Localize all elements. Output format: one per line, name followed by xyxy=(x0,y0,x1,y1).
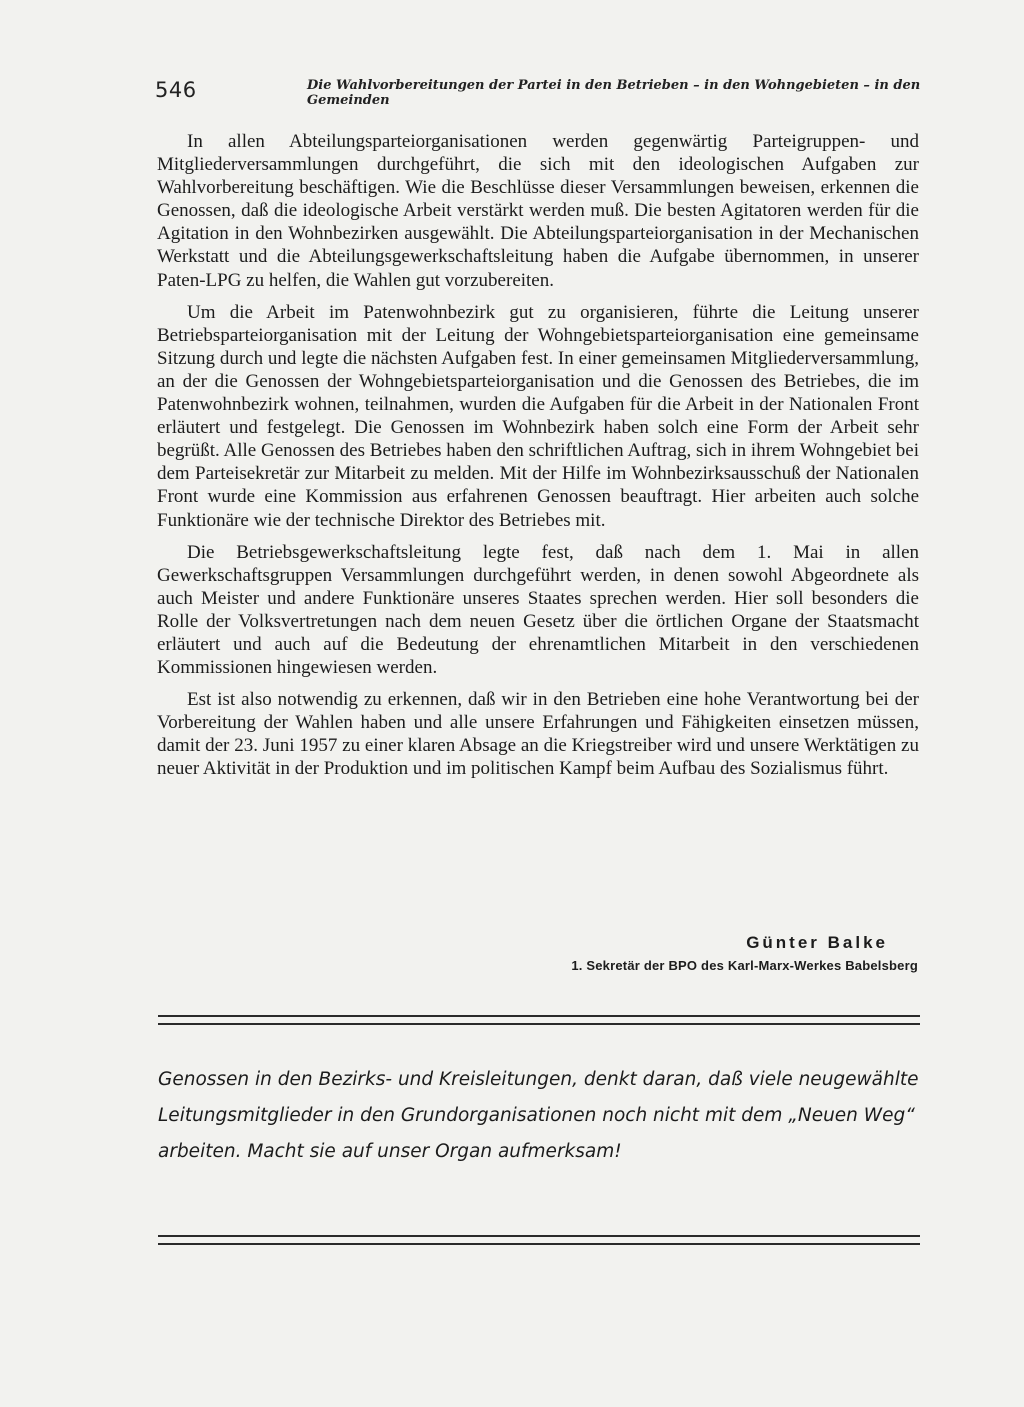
paragraph: Est ist also notwendig zu erkennen, daß wir in den Betrieben eine hohe Verantwortung bei der Vorbereitung der Wahlen haben und alle unsere Erfahrungen und Fähigkeiten einsetzen müssen, damit der 23. Juni 1957 zu einer klaren Absage an die Kriegstreiber wird und unsere Werktätigen zu neuer Aktivität in der Produktion und im politischen Kampf beim Aufbau des Sozialismus führt. xyxy=(157,689,919,780)
article-body xyxy=(157,130,919,790)
divider-top xyxy=(158,1015,920,1025)
page-number: 546 xyxy=(155,78,197,102)
author-name: Günter Balke xyxy=(746,933,888,952)
notice-line: Leitungsmitglieder in den Grundorganisationen noch nicht mit dem „Neuen Weg“ xyxy=(158,1105,915,1126)
paragraph: In allen Abteilungsparteiorganisationen werden gegenwärtig Parteigruppen- und Mitgliederversammlungen durchgeführt, die sich mit den ideologischen Aufgaben zur Wahlvorbereitung beschäftigen. Wie die Beschlüsse dieser Versammlungen beweisen, erkennen die Genossen, daß die ideologische Arbeit verstärkt werden muß. Die besten Agitatoren werden für die Agitation in den Wohnbezirken ausgewählt. Die Abteilungsparteiorganisation in der Mechanischen Werkstatt und die Abteilungsgewerkschaftsleitung haben die Aufgabe übernommen, in unserer Paten-LPG zu helfen, die Wahlen gut vorzubereiten. xyxy=(157,131,919,291)
notice-box xyxy=(158,1062,920,1170)
divider-bottom xyxy=(158,1235,920,1245)
paragraph: Die Betriebsgewerkschaftsleitung legte fest, daß nach dem 1. Mai in allen Gewerkschaftsgruppen Versammlungen durchgeführt werden, in denen sowohl Abgeordnete als auch Meister und andere Funktionäre unseres Staates sprechen werden. Hier soll besonders die Rolle der Volksvertretungen nach dem neuen Gesetz über die örtlichen Organe der Staatsmacht erläutert und auch auf die Bedeutung der ehrenamtlichen Mitarbeit in den verschiedenen Kommissionen hingewiesen werden. xyxy=(157,541,919,679)
author-role: 1. Sekretär der BPO des Karl-Marx-Werkes Babelsberg xyxy=(571,958,918,973)
paragraph: Um die Arbeit im Patenwohnbezirk gut zu organisieren, führte die Leitung unserer Betriebsparteiorganisation mit der Leitung der Wohngebietsparteiorganisation eine gemeinsame Sitzung durch und legte die nächsten Aufgaben fest. In einer gemeinsamen Mitgliederversammlung, an der die Genossen der Wohngebietsparteiorganisation und die Genossen des Betriebes, die im Patenwohnbezirk wohnen, teilnahmen, wurden die Aufgaben für die Arbeit in der Nationalen Front erläutert und festgelegt. Die Genossen im Wohnbezirk haben solch eine Form der Arbeit sehr begrüßt. Alle Genossen des Betriebes haben den schriftlichen Auftrag, sich in ihrem Wohngebiet bei dem Parteisekretär zur Mitarbeit zu melden. Mit der Hilfe im Wohnbezirksausschuß der Nationalen Front wurde eine Kommission aus erfahrenen Genossen beauftragt. Hier arbeiten auch solche Funktionäre wie der technische Direktor des Betriebes mit. xyxy=(157,301,919,531)
notice-line: Genossen in den Bezirks- und Kreisleitungen, denkt daran, daß viele neugewählte xyxy=(158,1069,919,1090)
signature-block xyxy=(571,930,918,976)
notice-line: arbeiten. Macht sie auf unser Organ aufmerksam! xyxy=(158,1141,622,1162)
running-title: Die Wahlvorbereitungen der Partei in den Betrieben – in den Wohngebieten – in den Gemeinden xyxy=(307,78,921,108)
